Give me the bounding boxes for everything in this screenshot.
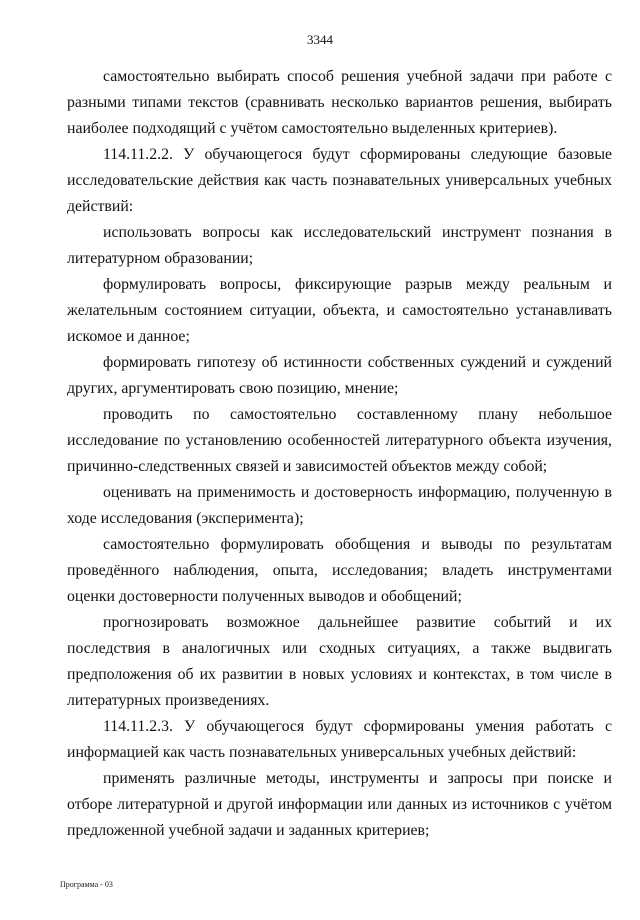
paragraph: самостоятельно выбирать способ решения учебной задачи при работе с разными типами текстов (сравнивать несколько вариантов решения, выбирать наиболее подходящий с учётом самостоятельно выделенных критериев). (67, 68, 612, 137)
document-body (67, 64, 612, 844)
paragraph: 114.11.2.2. У обучающегося будут сформированы следующие базовые исследовательские действия как часть познавательных универсальных учебных действий: (67, 146, 612, 215)
paragraph: применять различные методы, инструменты и запросы при поиске и отборе литературной и другой информации или данных из источников с учётом предложенной учебной задачи и заданных критериев; (67, 770, 612, 839)
paragraph: оценивать на применимость и достоверность информацию, полученную в ходе исследования (эксперимента); (67, 484, 612, 527)
paragraph: прогнозировать возможное дальнейшее развитие событий и их последствия в аналогичных или сходных ситуациях, а также выдвигать предположения об их развитии в новых условиях и контекстах, в том числе в литературных произведениях. (67, 614, 612, 709)
paragraph: проводить по самостоятельно составленному плану небольшое исследование по установлению особенностей литературного объекта изучения, причинно-следственных связей и зависимостей объектов между собой; (67, 406, 612, 475)
footer-label: Программа - 03 (60, 880, 113, 889)
paragraph: 114.11.2.3. У обучающегося будут сформированы умения работать с информацией как часть познавательных универсальных учебных действий: (67, 718, 612, 761)
paragraph: использовать вопросы как исследовательский инструмент познания в литературном образовании; (67, 224, 612, 267)
paragraph: формировать гипотезу об истинности собственных суждений и суждений других, аргументировать свою позицию, мнение; (67, 354, 612, 397)
paragraph: формулировать вопросы, фиксирующие разрыв между реальным и желательным состоянием ситуации, объекта, и самостоятельно устанавливать искомое и данное; (67, 276, 612, 345)
paragraph: самостоятельно формулировать обобщения и выводы по результатам проведённого наблюдения, опыта, исследования; владеть инструментами оценки достоверности полученных выводов и обобщений; (67, 536, 612, 605)
page-number: 3344 (307, 32, 333, 47)
